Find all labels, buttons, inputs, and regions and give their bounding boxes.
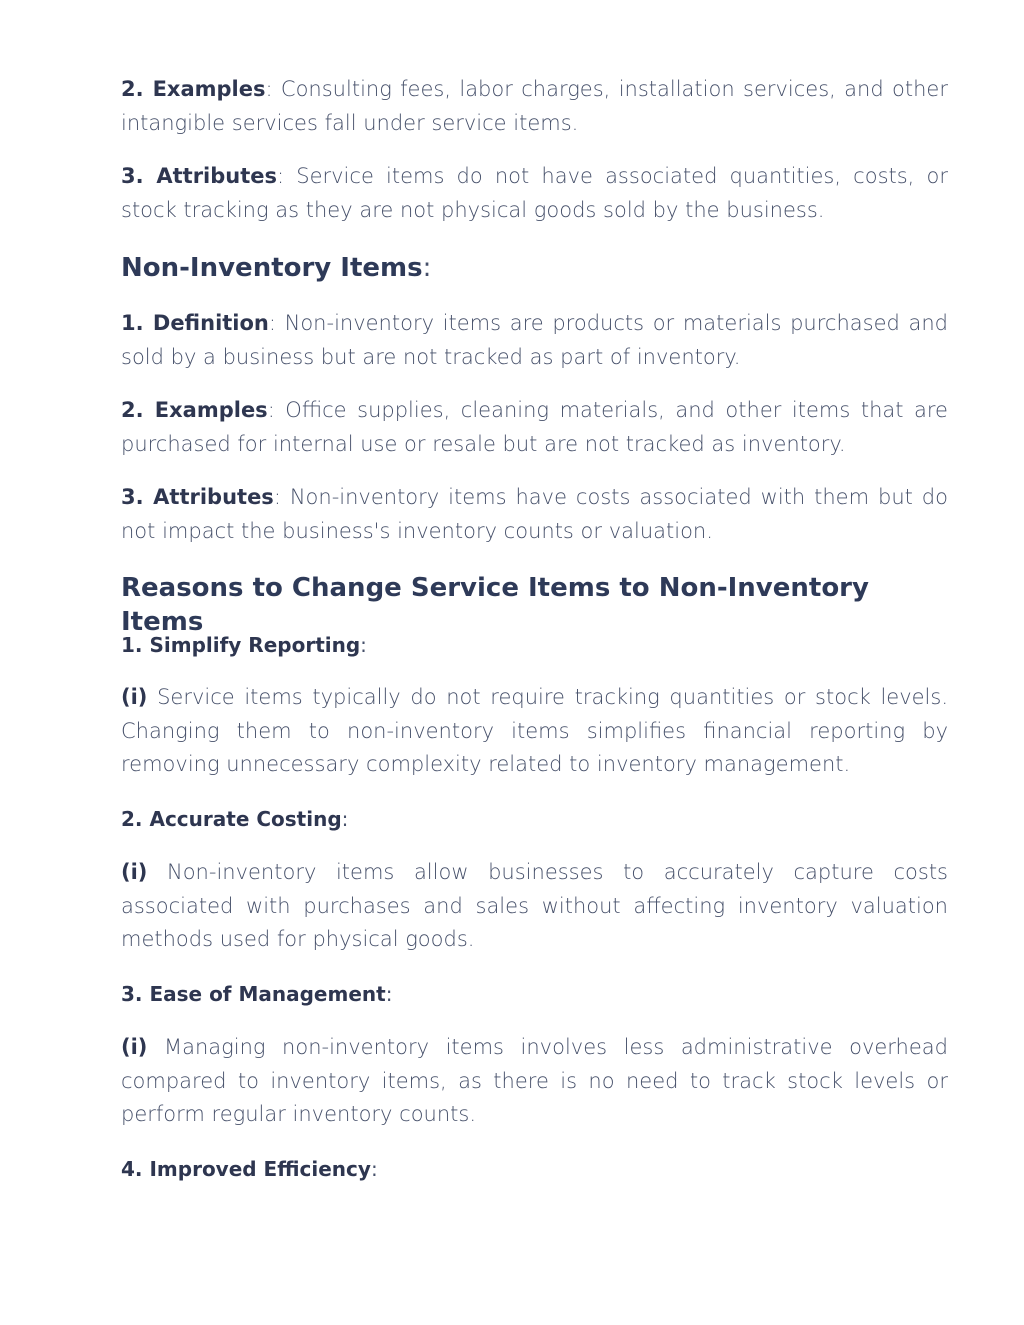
paragraph-label: (i) <box>121 860 148 884</box>
subheading-improved-efficiency <box>121 1154 948 1184</box>
paragraph-accurate-costing <box>121 856 948 957</box>
paragraph-text: : Non-inventory items are products or materials purchased and sold by a business but are not tracked as part of inventory. <box>121 311 948 369</box>
heading-label: Reasons to Change Service Items to Non-Inventory Items <box>121 573 869 637</box>
subheading-accurate-costing <box>121 804 948 834</box>
paragraph-examples-service <box>121 73 948 140</box>
paragraph-attributes-service <box>121 160 948 227</box>
paragraph-text: : Non-inventory items have costs associated with them but do not impact the business's inventory counts or valuation. <box>121 485 948 543</box>
subheading-colon: : <box>341 807 349 831</box>
heading-label: Non-Inventory Items <box>121 253 423 283</box>
paragraph-label: 2. Examples <box>121 77 266 101</box>
heading-non-inventory-items <box>121 251 948 285</box>
paragraph-text: Managing non-inventory items involves less administrative overhead compared to inventory items, as there is no need to track stock levels or perform regular inventory counts. <box>121 1035 948 1126</box>
subheading-colon: : <box>370 1157 378 1181</box>
paragraph-label: 3. Attributes <box>121 485 274 509</box>
paragraph-ease-of-management <box>121 1031 948 1132</box>
paragraph-definition <box>121 307 948 374</box>
subheading-label: 3. Ease of Management <box>121 982 386 1006</box>
subheading-colon: : <box>385 982 393 1006</box>
paragraph-label: (i) <box>121 685 148 709</box>
subheading-label: 1. Simplify Reporting <box>121 633 361 657</box>
paragraph-text: Service items typically do not require tracking quantities or stock levels. Changing them to non-inventory items simplifies financial reporting by removing unnecessary complexity related to inventory management. <box>121 685 948 776</box>
subheading-simplify-reporting <box>121 630 948 660</box>
paragraph-attributes-non-inventory <box>121 481 948 548</box>
subheading-colon: : <box>360 633 367 657</box>
paragraph-text: : Service items do not have associated quantities, costs, or stock tracking as they are not physical goods sold by the business. <box>121 164 948 222</box>
paragraph-label: 1. Definition <box>121 311 269 335</box>
paragraph-label: (i) <box>121 1035 148 1059</box>
paragraph-text: Non-inventory items allow businesses to accurately capture costs associated with purchases and sales without affecting inventory valuation methods used for physical goods. <box>121 860 948 951</box>
paragraph-label: 3. Attributes <box>121 164 278 188</box>
paragraph-label: 2. Examples <box>121 398 268 422</box>
subheading-label: 4. Improved Efficiency <box>121 1157 371 1181</box>
paragraph-examples-non-inventory <box>121 394 948 461</box>
heading-colon: : <box>422 253 432 283</box>
subheading-label: 2. Accurate Costing <box>121 807 342 831</box>
paragraph-simplify-reporting <box>121 681 948 782</box>
subheading-ease-of-management <box>121 979 948 1009</box>
paragraph-text: : Consulting fees, labor charges, installation services, and other intangible services fall under service items. <box>121 77 948 135</box>
paragraph-text: : Office supplies, cleaning materials, and other items that are purchased for internal use or resale but are not tracked as inventory. <box>121 398 948 456</box>
heading-reasons <box>121 571 948 639</box>
